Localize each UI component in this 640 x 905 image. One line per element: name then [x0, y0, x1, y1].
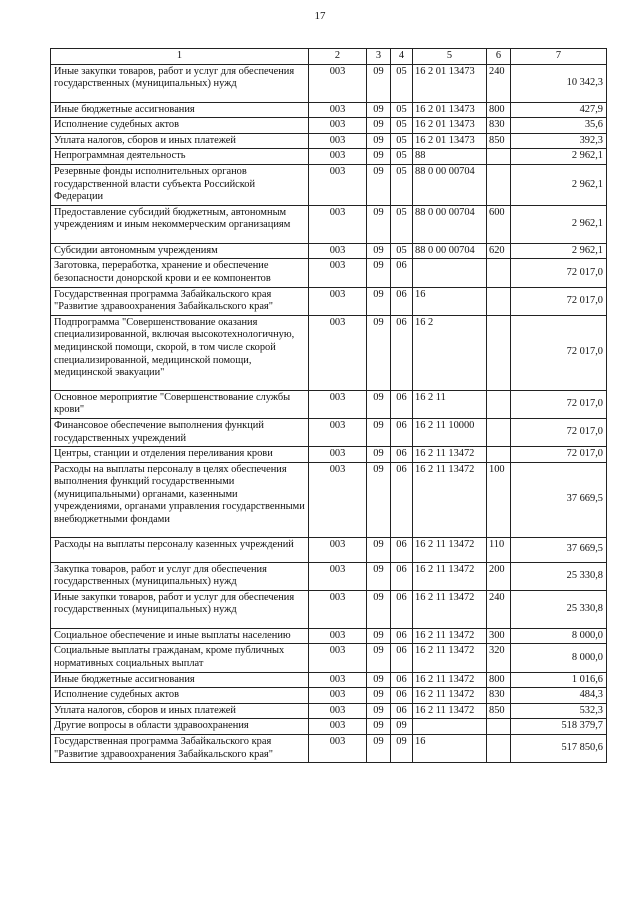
row-code-section: 09 [367, 703, 391, 719]
row-amount: 532,3 [511, 703, 607, 719]
row-code-subsection: 05 [391, 64, 413, 102]
row-code-subsection: 05 [391, 205, 413, 243]
row-code-expense-type: 830 [487, 688, 511, 704]
row-amount: 2 962,1 [511, 164, 607, 205]
row-amount: 72 017,0 [511, 315, 607, 390]
table-row [51, 205, 607, 243]
row-name: Резервные фонды исполнительных органов государственной власти субъекта Российской Федерации [51, 164, 309, 205]
row-code-admin: 003 [309, 315, 367, 390]
table-row [51, 64, 607, 102]
row-code-subsection: 06 [391, 703, 413, 719]
row-code-section: 09 [367, 644, 391, 672]
row-code-target: 16 2 11 13472 [413, 644, 487, 672]
table-row [51, 447, 607, 463]
row-name: Непрограммная деятельность [51, 149, 309, 165]
row-code-admin: 003 [309, 418, 367, 446]
row-code-section: 09 [367, 259, 391, 287]
row-code-section: 09 [367, 64, 391, 102]
row-code-target: 16 2 11 13472 [413, 562, 487, 590]
row-amount: 8 000,0 [511, 644, 607, 672]
row-amount: 8 000,0 [511, 628, 607, 644]
row-code-target: 16 2 01 13473 [413, 102, 487, 118]
row-code-section: 09 [367, 672, 391, 688]
row-code-admin: 003 [309, 628, 367, 644]
row-amount: 37 669,5 [511, 462, 607, 537]
table-row [51, 390, 607, 418]
header-row [51, 49, 607, 65]
row-code-target: 16 2 11 13472 [413, 590, 487, 628]
row-name: Предоставление субсидий бюджетным, автономным учреждениям и иным некоммерческим организациям [51, 205, 309, 243]
row-code-subsection: 06 [391, 259, 413, 287]
row-amount: 517 850,6 [511, 735, 607, 763]
table-row [51, 688, 607, 704]
row-code-target: 16 2 01 13473 [413, 118, 487, 134]
table-row [51, 735, 607, 763]
page-number: 17 [314, 10, 326, 22]
table-row [51, 243, 607, 259]
row-code-target: 16 2 11 13472 [413, 672, 487, 688]
row-name: Иные бюджетные ассигнования [51, 672, 309, 688]
row-code-expense-type: 110 [487, 537, 511, 562]
row-name: Уплата налогов, сборов и иных платежей [51, 703, 309, 719]
row-code-section: 09 [367, 205, 391, 243]
row-code-section: 09 [367, 719, 391, 735]
row-amount: 25 330,8 [511, 590, 607, 628]
row-code-admin: 003 [309, 243, 367, 259]
table-row [51, 418, 607, 446]
row-code-subsection: 05 [391, 133, 413, 149]
row-code-target: 16 2 11 13472 [413, 703, 487, 719]
row-code-section: 09 [367, 287, 391, 315]
row-code-subsection: 05 [391, 102, 413, 118]
row-code-target [413, 259, 487, 287]
row-code-admin: 003 [309, 644, 367, 672]
row-name: Социальное обеспечение и иные выплаты населению [51, 628, 309, 644]
row-name: Расходы на выплаты персоналу казенных учреждений [51, 537, 309, 562]
row-code-admin: 003 [309, 287, 367, 315]
row-code-section: 09 [367, 164, 391, 205]
table-row [51, 590, 607, 628]
header-col-4: 4 [391, 49, 413, 65]
row-name: Государственная программа Забайкальского края "Развитие здравоохранения Забайкальского края" [51, 735, 309, 763]
budget-table [50, 48, 607, 763]
row-code-admin: 003 [309, 672, 367, 688]
row-name: Финансовое обеспечение выполнения функций государственных учреждений [51, 418, 309, 446]
row-code-section: 09 [367, 315, 391, 390]
row-code-expense-type [487, 164, 511, 205]
row-code-section: 09 [367, 418, 391, 446]
row-code-target: 88 0 00 00704 [413, 243, 487, 259]
header-col-6: 6 [487, 49, 511, 65]
row-name: Расходы на выплаты персоналу в целях обеспечения выполнения функций государственными (муниципальными) органами, казенными учреждениями, органами управления государственными внебюджетными фондами [51, 462, 309, 537]
row-code-admin: 003 [309, 703, 367, 719]
row-amount: 25 330,8 [511, 562, 607, 590]
row-amount: 72 017,0 [511, 418, 607, 446]
row-code-target: 16 2 11 [413, 390, 487, 418]
row-code-section: 09 [367, 688, 391, 704]
row-code-subsection: 06 [391, 462, 413, 537]
row-code-admin: 003 [309, 102, 367, 118]
row-name: Социальные выплаты гражданам, кроме публичных нормативных социальных выплат [51, 644, 309, 672]
row-code-expense-type [487, 287, 511, 315]
row-code-expense-type: 200 [487, 562, 511, 590]
row-code-expense-type: 240 [487, 64, 511, 102]
row-code-admin: 003 [309, 118, 367, 134]
row-code-subsection: 09 [391, 735, 413, 763]
row-code-expense-type: 620 [487, 243, 511, 259]
row-code-subsection: 06 [391, 688, 413, 704]
row-code-target: 16 2 11 13472 [413, 688, 487, 704]
table-row [51, 133, 607, 149]
row-code-expense-type [487, 149, 511, 165]
row-name: Уплата налогов, сборов и иных платежей [51, 133, 309, 149]
row-name: Субсидии автономным учреждениям [51, 243, 309, 259]
row-code-target: 88 0 00 00704 [413, 205, 487, 243]
row-code-admin: 003 [309, 562, 367, 590]
row-code-target: 88 [413, 149, 487, 165]
header-col-7: 7 [511, 49, 607, 65]
row-code-section: 09 [367, 447, 391, 463]
row-code-admin: 003 [309, 735, 367, 763]
row-name: Иные закупки товаров, работ и услуг для обеспечения государственных (муниципальных) нужд [51, 590, 309, 628]
row-code-expense-type: 850 [487, 133, 511, 149]
row-name: Иные закупки товаров, работ и услуг для обеспечения государственных (муниципальных) нужд [51, 64, 309, 102]
table-row [51, 259, 607, 287]
row-code-subsection: 06 [391, 562, 413, 590]
table-row [51, 287, 607, 315]
row-code-subsection: 06 [391, 447, 413, 463]
row-code-target: 88 0 00 00704 [413, 164, 487, 205]
row-code-section: 09 [367, 537, 391, 562]
row-code-subsection: 06 [391, 672, 413, 688]
header-col-2: 2 [309, 49, 367, 65]
row-name: Закупка товаров, работ и услуг для обеспечения государственных (муниципальных) нужд [51, 562, 309, 590]
row-code-admin: 003 [309, 390, 367, 418]
table-row [51, 102, 607, 118]
row-name: Подпрограмма "Совершенствование оказания специализированной, включая высокотехнологичную, медицинской помощи, скорой, в том числе скорой специализированной, медицинской помощи, медицинской эвакуации" [51, 315, 309, 390]
row-name: Исполнение судебных актов [51, 118, 309, 134]
row-code-expense-type: 800 [487, 672, 511, 688]
row-code-admin: 003 [309, 537, 367, 562]
row-code-section: 09 [367, 149, 391, 165]
row-amount: 2 962,1 [511, 243, 607, 259]
table-row [51, 462, 607, 537]
row-code-admin: 003 [309, 133, 367, 149]
table-row [51, 118, 607, 134]
row-amount: 392,3 [511, 133, 607, 149]
row-code-section: 09 [367, 562, 391, 590]
row-code-target: 16 2 [413, 315, 487, 390]
row-code-subsection: 06 [391, 287, 413, 315]
row-code-target: 16 2 11 13472 [413, 462, 487, 537]
table-row [51, 644, 607, 672]
row-code-expense-type [487, 418, 511, 446]
row-code-target: 16 [413, 287, 487, 315]
row-code-admin: 003 [309, 259, 367, 287]
row-amount: 518 379,7 [511, 719, 607, 735]
row-code-target: 16 2 11 13472 [413, 537, 487, 562]
row-code-section: 09 [367, 243, 391, 259]
row-code-target: 16 2 11 10000 [413, 418, 487, 446]
row-name: Основное мероприятие "Совершенствование службы крови" [51, 390, 309, 418]
row-amount: 35,6 [511, 118, 607, 134]
row-code-admin: 003 [309, 447, 367, 463]
row-code-subsection: 06 [391, 644, 413, 672]
row-amount: 2 962,1 [511, 149, 607, 165]
header-col-5: 5 [413, 49, 487, 65]
table-row [51, 149, 607, 165]
row-code-admin: 003 [309, 64, 367, 102]
row-code-expense-type: 600 [487, 205, 511, 243]
row-amount: 2 962,1 [511, 205, 607, 243]
row-code-admin: 003 [309, 719, 367, 735]
table-row [51, 315, 607, 390]
row-code-subsection: 06 [391, 390, 413, 418]
row-code-subsection: 05 [391, 149, 413, 165]
row-code-expense-type [487, 719, 511, 735]
row-name: Исполнение судебных актов [51, 688, 309, 704]
row-code-expense-type: 240 [487, 590, 511, 628]
row-code-subsection: 05 [391, 118, 413, 134]
row-amount: 72 017,0 [511, 390, 607, 418]
row-code-target: 16 2 11 13472 [413, 447, 487, 463]
row-code-expense-type [487, 259, 511, 287]
header-col-3: 3 [367, 49, 391, 65]
table-row [51, 719, 607, 735]
row-code-expense-type [487, 447, 511, 463]
header-col-1: 1 [51, 49, 309, 65]
row-amount: 427,9 [511, 102, 607, 118]
row-code-section: 09 [367, 390, 391, 418]
row-code-expense-type: 850 [487, 703, 511, 719]
row-code-target: 16 2 11 13472 [413, 628, 487, 644]
row-name: Центры, станции и отделения переливания крови [51, 447, 309, 463]
row-code-subsection: 06 [391, 628, 413, 644]
row-code-section: 09 [367, 118, 391, 134]
row-name: Иные бюджетные ассигнования [51, 102, 309, 118]
row-amount: 1 016,6 [511, 672, 607, 688]
row-code-subsection: 06 [391, 590, 413, 628]
table-row [51, 672, 607, 688]
row-amount: 72 017,0 [511, 287, 607, 315]
row-amount: 10 342,3 [511, 64, 607, 102]
row-code-admin: 003 [309, 590, 367, 628]
row-code-admin: 003 [309, 462, 367, 537]
row-code-section: 09 [367, 133, 391, 149]
row-name: Государственная программа Забайкальского края "Развитие здравоохранения Забайкальского края" [51, 287, 309, 315]
row-code-subsection: 06 [391, 418, 413, 446]
row-name: Заготовка, переработка, хранение и обеспечение безопасности донорской крови и ее компонентов [51, 259, 309, 287]
row-code-target: 16 2 01 13473 [413, 64, 487, 102]
row-code-subsection: 05 [391, 164, 413, 205]
row-code-admin: 003 [309, 149, 367, 165]
row-code-expense-type [487, 390, 511, 418]
table-row [51, 628, 607, 644]
row-code-expense-type: 830 [487, 118, 511, 134]
row-code-admin: 003 [309, 205, 367, 243]
row-code-target [413, 719, 487, 735]
row-code-expense-type: 300 [487, 628, 511, 644]
row-code-section: 09 [367, 462, 391, 537]
table-row [51, 703, 607, 719]
row-amount: 72 017,0 [511, 447, 607, 463]
row-code-expense-type [487, 735, 511, 763]
row-code-expense-type: 100 [487, 462, 511, 537]
row-code-expense-type: 320 [487, 644, 511, 672]
row-amount: 484,3 [511, 688, 607, 704]
row-code-target: 16 [413, 735, 487, 763]
row-amount: 72 017,0 [511, 259, 607, 287]
row-code-expense-type [487, 315, 511, 390]
row-code-section: 09 [367, 102, 391, 118]
row-code-expense-type: 800 [487, 102, 511, 118]
row-code-section: 09 [367, 628, 391, 644]
row-code-section: 09 [367, 735, 391, 763]
row-name: Другие вопросы в области здравоохранения [51, 719, 309, 735]
row-code-section: 09 [367, 590, 391, 628]
row-code-admin: 003 [309, 688, 367, 704]
row-code-admin: 003 [309, 164, 367, 205]
row-amount: 37 669,5 [511, 537, 607, 562]
row-code-target: 16 2 01 13473 [413, 133, 487, 149]
row-code-subsection: 06 [391, 315, 413, 390]
row-code-subsection: 05 [391, 243, 413, 259]
row-code-subsection: 06 [391, 537, 413, 562]
table-row [51, 537, 607, 562]
row-code-subsection: 09 [391, 719, 413, 735]
table-row [51, 164, 607, 205]
table-row [51, 562, 607, 590]
